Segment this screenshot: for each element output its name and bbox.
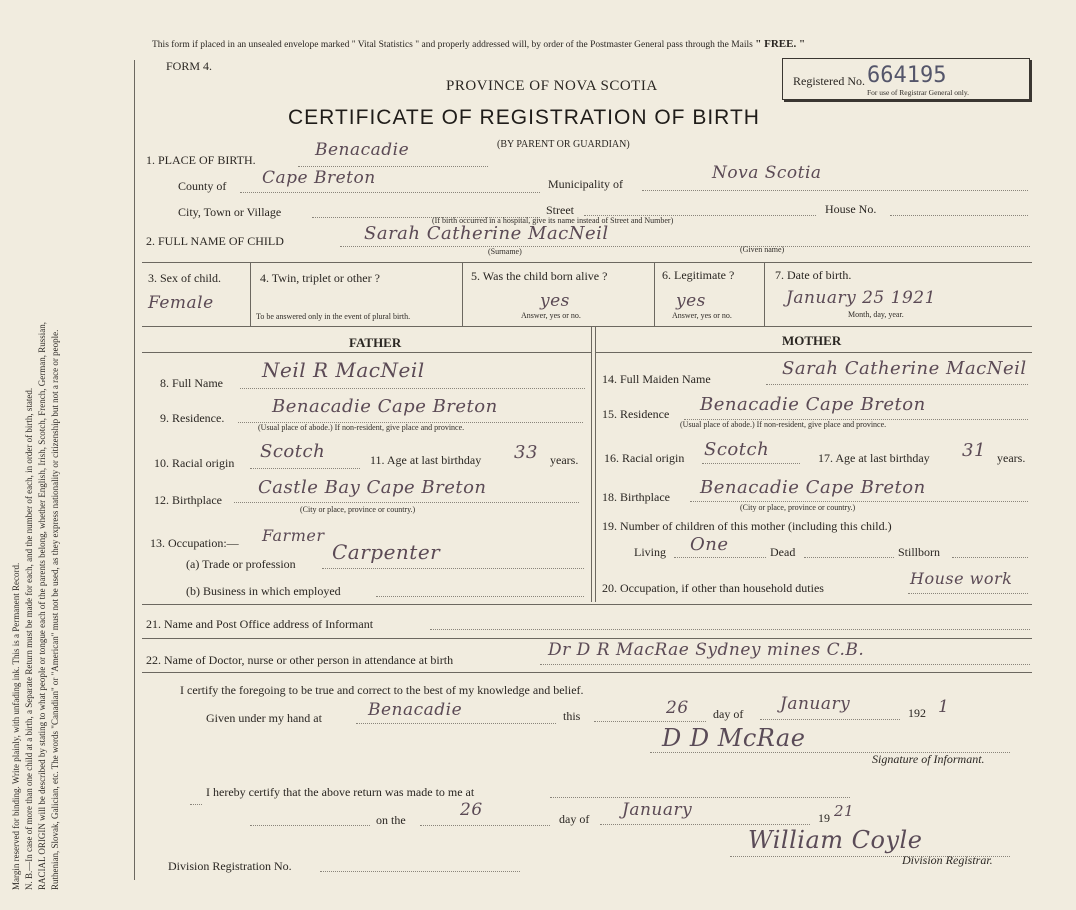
father-years: years.: [550, 453, 579, 467]
informant-year-suffix: 1: [938, 697, 950, 717]
mother-years: years.: [997, 451, 1026, 465]
dob-note: Month, day, year.: [848, 310, 904, 319]
mother-birthplace-value: Benacadie Cape Breton: [700, 477, 926, 498]
mother-birthplace-label: 18. Birthplace: [602, 490, 670, 504]
legitimate-value: yes: [676, 291, 706, 311]
municipality-label: Municipality of: [548, 177, 623, 191]
father-occupation-value: Farmer: [262, 526, 325, 545]
father-residence-label: 9. Residence.: [160, 411, 225, 425]
father-age-label: 11. Age at last birthday: [370, 453, 482, 467]
informant-signature: D D McRae: [662, 724, 806, 752]
mother-name-line: [766, 384, 1028, 385]
dob-label: 7. Date of birth.: [775, 268, 852, 282]
father-age-value: 33: [514, 442, 538, 463]
dob-value: January 25 1921: [786, 288, 936, 308]
house-label: House No.: [825, 202, 877, 216]
informant-month-value: January: [780, 694, 851, 714]
father-trade-line: [322, 568, 584, 569]
father-birthplace-label: 12. Birthplace: [154, 493, 222, 507]
informant-signature-label: Signature of Informant.: [872, 752, 985, 766]
mother-racial-value: Scotch: [704, 439, 770, 460]
full-name-value: Sarah Catherine MacNeil: [364, 223, 609, 244]
mother-name-value: Sarah Catherine MacNeil: [782, 358, 1027, 379]
column-divider: [591, 326, 592, 602]
margin-line-2: N. B.—In case of more than one child at a birth, a Separate Return must be made for each, and the number of each, in order of birth, stated.: [24, 387, 34, 890]
registration-box: [782, 58, 1030, 100]
place-of-birth-line: [298, 166, 488, 167]
informant-rule: [142, 638, 1032, 639]
father-birthplace-value: Castle Bay Cape Breton: [258, 477, 487, 498]
form-number: FORM 4.: [166, 59, 213, 73]
row-divider-3: [654, 262, 655, 326]
registered-number: 664195: [867, 63, 947, 88]
father-racial-line: [250, 468, 360, 469]
margin-instructions: [10, 30, 62, 890]
father-trade-value: Carpenter: [332, 540, 441, 564]
registrar-day-value: 26: [460, 800, 483, 820]
given-under-label: Given under my hand at: [206, 711, 322, 725]
sex-label: 3. Sex of child.: [148, 271, 221, 285]
mother-occupation-value: House work: [910, 569, 1013, 588]
given-place-line: [356, 723, 556, 724]
informant-name-label: 21. Name and Post Office address of Informant: [146, 617, 374, 631]
father-heading: FATHER: [349, 335, 402, 350]
alive-value: yes: [540, 291, 570, 311]
place-of-birth-label: 1. PLACE OF BIRTH.: [146, 153, 256, 167]
father-birthplace-line: [234, 502, 579, 503]
division-registration-line: [320, 871, 520, 872]
informant-year-prefix: 192: [908, 706, 926, 720]
alive-label: 5. Was the child born alive ?: [471, 269, 608, 283]
full-name-label: 2. FULL NAME OF CHILD: [146, 234, 284, 248]
row-divider-4: [764, 262, 765, 326]
legitimate-label: 6. Legitimate ?: [662, 268, 735, 282]
twin-note: To be answered only in the event of plural birth.: [256, 312, 411, 321]
mother-dead-line: [804, 557, 894, 558]
informant-day-of-label: day of: [713, 707, 744, 721]
registrar-day-line: [420, 825, 550, 826]
registrar-month-line: [600, 824, 810, 825]
mother-birthplace-note: (City or place, province or country.): [740, 503, 856, 512]
margin-line-3: RACIAL ORIGIN will be described by stating to what people or tongue each of the parents belong, whether English, Irish, Scotch, French, German, Russian,: [37, 321, 47, 890]
free-mark: " FREE. ": [755, 38, 806, 50]
margin-line-4: Ruthenian, Slovak, Galician, etc. The words "Canadian" or "American" must not be used, as they express nationality or citizenship but not a race or people.: [50, 329, 60, 890]
father-business-line: [376, 596, 584, 597]
mother-dead-label: Dead: [770, 545, 796, 559]
mother-birthplace-line: [690, 501, 1028, 502]
father-birthplace-note: (City or place, province or country.): [300, 505, 416, 514]
informant-day-line: [594, 721, 706, 722]
surname-note: (Surname): [488, 247, 522, 256]
municipality-value: Nova Scotia: [712, 163, 822, 183]
father-abode-note: (Usual place of abode.) If non-resident, give place and province.: [258, 423, 465, 432]
mother-occupation-label: 20. Occupation, if other than household duties: [602, 581, 824, 595]
city-label: City, Town or Village: [178, 205, 282, 219]
father-heading-rule: [142, 352, 591, 353]
doctor-value: Dr D R MacRae Sydney mines C.B.: [548, 640, 865, 660]
mother-residence-label: 15. Residence: [602, 407, 670, 421]
given-name-note: (Given name): [740, 245, 785, 254]
given-place-value: Benacadie: [368, 700, 463, 720]
father-name-label: 8. Full Name: [160, 376, 223, 390]
document-title: CERTIFICATE OF REGISTRATION OF BIRTH: [288, 106, 760, 129]
county-line: [240, 192, 540, 193]
alive-answer-note: Answer, yes or no.: [521, 311, 581, 320]
hospital-note: (If birth occurred in a hospital, give its name instead of Street and Number): [432, 216, 674, 225]
legitimate-answer-note: Answer, yes or no.: [672, 311, 732, 320]
house-line: [890, 215, 1028, 216]
mother-heading: MOTHER: [782, 333, 842, 348]
registered-note: For use of Registrar General only.: [867, 88, 969, 97]
registrar-on-the-label: on the: [376, 813, 406, 827]
doctor-line: [540, 664, 1030, 665]
row-divider-2: [462, 262, 463, 326]
division-registration-label: Division Registration No.: [168, 859, 292, 873]
county-label: County of: [178, 179, 227, 193]
mother-abode-note: (Usual place of abode.) If non-resident, give place and province.: [680, 420, 887, 429]
registrar-signature: William Coyle: [748, 826, 923, 854]
full-name-line: [340, 246, 1030, 247]
mother-age-label: 17. Age at last birthday: [818, 451, 930, 465]
columns-bottom-rule: [142, 604, 1032, 605]
mother-living-value: One: [690, 534, 729, 555]
father-name-value: Neil R MacNeil: [262, 358, 425, 382]
doctor-rule: [142, 672, 1032, 673]
province-heading: PROVINCE OF NOVA SCOTIA: [446, 78, 658, 94]
registrar-year-prefix: 19: [818, 811, 830, 825]
mother-racial-line: [702, 463, 800, 464]
registrar-certify-text: I hereby certify that the above return was made to me at: [206, 785, 475, 799]
registrar-day-of-label: day of: [559, 812, 590, 826]
street-label: Street: [546, 203, 574, 217]
mother-living-label: Living: [634, 545, 666, 559]
margin-line-1: Margin reserved for binding. Write plainly, with unfading ink. This is a Permanent Record.: [11, 562, 21, 890]
doctor-label: 22. Name of Doctor, nurse or other person in attendance at birth: [146, 653, 454, 667]
registrar-year-suffix: 21: [834, 802, 855, 820]
father-business-label: (b) Business in which employed: [186, 584, 341, 598]
informant-month-line: [760, 719, 900, 720]
county-value: Cape Breton: [262, 168, 376, 188]
informant-name-line: [430, 629, 1030, 630]
municipality-line: [642, 190, 1028, 191]
mother-living-line: [674, 557, 766, 558]
registrar-place-line-2: [250, 825, 370, 826]
father-name-line: [240, 388, 585, 389]
mother-occupation-line: [908, 593, 1028, 594]
registered-label: Registered No.: [793, 74, 865, 88]
sex-value: Female: [148, 293, 214, 313]
place-of-birth-value: Benacadie: [315, 140, 410, 160]
mother-stillborn-label: Stillborn: [898, 545, 941, 559]
mother-heading-rule: [595, 352, 1032, 353]
father-trade-label: (a) Trade or profession: [186, 557, 296, 571]
row-bottom-rule: [142, 326, 1032, 327]
father-racial-label: 10. Racial origin: [154, 456, 235, 470]
informant-day-value: 26: [666, 698, 689, 718]
father-occupation-label: 13. Occupation:—: [150, 536, 239, 550]
mother-residence-value: Benacadie Cape Breton: [700, 394, 926, 415]
registrar-margin-tick: [190, 804, 202, 805]
informant-certify-text: I certify the foregoing to be true and correct to the best of my knowledge and belief.: [180, 683, 584, 697]
this-label: this: [563, 709, 581, 723]
mother-stillborn-line: [952, 557, 1028, 558]
registrar-month-value: January: [622, 800, 693, 820]
mother-name-label: 14. Full Maiden Name: [602, 372, 711, 386]
document-subtitle: (BY PARENT OR GUARDIAN): [497, 139, 630, 150]
twin-label: 4. Twin, triplet or other ?: [260, 271, 380, 285]
mother-children-label: 19. Number of children of this mother (including this child.): [602, 519, 892, 533]
row-top-rule: [142, 262, 1032, 263]
column-divider-2: [595, 326, 596, 602]
row-divider-1: [250, 262, 251, 326]
margin-rule: [134, 60, 135, 880]
postal-notice: This form if placed in an unsealed envelope marked " Vital Statistics " and properly addressed will, by order of the Postmaster General pass through the Mails " FREE. ": [152, 38, 806, 50]
father-racial-value: Scotch: [260, 441, 326, 462]
father-residence-value: Benacadie Cape Breton: [272, 396, 498, 417]
registrar-place-line: [550, 797, 850, 798]
mother-age-value: 31: [962, 440, 986, 461]
registrar-label: Division Registrar.: [902, 853, 993, 867]
mother-racial-label: 16. Racial origin: [604, 451, 685, 465]
